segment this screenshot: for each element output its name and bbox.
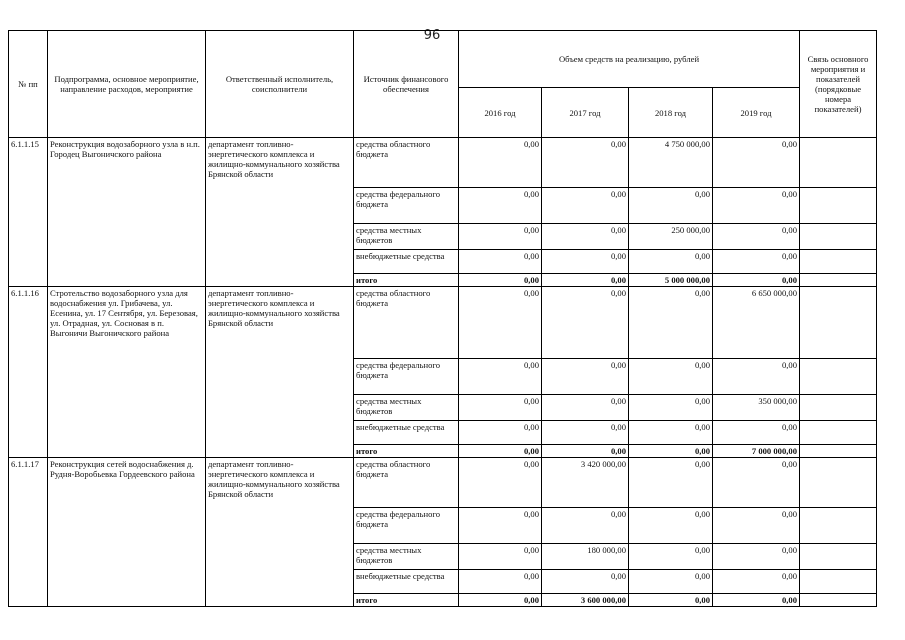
amount-cell: 0,00 [542, 359, 629, 395]
amount-cell: 0,00 [459, 395, 542, 421]
amount-cell: 0,00 [459, 287, 542, 359]
amount-cell: 0,00 [713, 274, 800, 287]
amount-cell: 0,00 [542, 508, 629, 544]
amount-cell: 0,00 [629, 458, 713, 508]
header-col-subprogram: Подпрограмма, основное мероприятие, направление расходов, мероприятие [48, 31, 206, 138]
amount-cell: 0,00 [459, 508, 542, 544]
amount-cell: 0,00 [713, 570, 800, 594]
amount-cell: 250 000,00 [629, 224, 713, 250]
amount-cell: 0,00 [459, 570, 542, 594]
amount-cell: 0,00 [459, 445, 542, 458]
header-year-2017: 2017 год [542, 88, 629, 138]
amount-cell: 350 000,00 [713, 395, 800, 421]
amount-cell: 0,00 [629, 359, 713, 395]
header-year-2019: 2019 год [713, 88, 800, 138]
funding-source: итого [354, 274, 459, 287]
item-name: Реконструкция сетей водоснабжения д. Рудня-Воробьевка Гордеевского района [48, 458, 206, 607]
item-name: Реконструкция водозаборного узла в н.п. Городец Выгоничского района [48, 138, 206, 287]
amount-cell: 0,00 [459, 594, 542, 607]
header-col-link: Связь основного мероприятия и показателей (порядковые номера показателей) [800, 31, 877, 138]
header-col-no: № пп [9, 31, 48, 138]
amount-cell: 0,00 [459, 250, 542, 274]
amount-cell: 0,00 [542, 395, 629, 421]
funding-source: внебюджетные средства [354, 570, 459, 594]
amount-cell: 0,00 [629, 250, 713, 274]
amount-cell: 0,00 [542, 421, 629, 445]
amount-cell: 0,00 [629, 570, 713, 594]
link-cell [800, 570, 877, 594]
amount-cell: 3 420 000,00 [542, 458, 629, 508]
funding-source: средства областного бюджета [354, 287, 459, 359]
page-number: 96 [423, 28, 441, 43]
amount-cell: 0,00 [629, 594, 713, 607]
amount-cell: 0,00 [542, 274, 629, 287]
amount-cell: 0,00 [542, 138, 629, 188]
link-cell [800, 188, 877, 224]
link-cell [800, 594, 877, 607]
amount-cell: 0,00 [459, 421, 542, 445]
funding-source: средства областного бюджета [354, 458, 459, 508]
amount-cell: 0,00 [629, 445, 713, 458]
amount-cell: 0,00 [629, 544, 713, 570]
amount-cell: 0,00 [713, 224, 800, 250]
link-cell [800, 274, 877, 287]
amount-cell: 0,00 [542, 224, 629, 250]
funding-table [8, 30, 877, 607]
funding-source: средства местных бюджетов [354, 224, 459, 250]
funding-source: средства местных бюджетов [354, 544, 459, 570]
amount-cell: 0,00 [713, 508, 800, 544]
amount-cell: 0,00 [542, 445, 629, 458]
amount-cell: 0,00 [542, 570, 629, 594]
table-row [9, 287, 877, 359]
funding-source: итого [354, 594, 459, 607]
amount-cell: 5 000 000,00 [629, 274, 713, 287]
amount-cell: 0,00 [713, 544, 800, 570]
item-responsible: департамент топливно-энергетического комплекса и жилищно-коммунального хозяйства Брянской области [206, 138, 354, 287]
amount-cell: 0,00 [542, 250, 629, 274]
table-body [9, 138, 877, 607]
item-number: 6.1.1.16 [9, 287, 48, 458]
header-year-2018: 2018 год [629, 88, 713, 138]
item-number: 6.1.1.17 [9, 458, 48, 607]
link-cell [800, 508, 877, 544]
link-cell [800, 359, 877, 395]
amount-cell: 0,00 [713, 359, 800, 395]
amount-cell: 0,00 [459, 274, 542, 287]
funding-source: внебюджетные средства [354, 421, 459, 445]
amount-cell: 0,00 [629, 188, 713, 224]
amount-cell: 0,00 [542, 188, 629, 224]
header-col-responsible: Ответственный исполнитель, соисполнители [206, 31, 354, 138]
amount-cell: 0,00 [459, 138, 542, 188]
funding-source: средства федерального бюджета [354, 508, 459, 544]
funding-source: внебюджетные средства [354, 250, 459, 274]
table-row [9, 138, 877, 188]
funding-source: итого [354, 445, 459, 458]
amount-cell: 0,00 [713, 250, 800, 274]
funding-source: средства федерального бюджета [354, 188, 459, 224]
amount-cell: 0,00 [459, 458, 542, 508]
funding-source: средства областного бюджета [354, 138, 459, 188]
funding-source: средства федерального бюджета [354, 359, 459, 395]
item-name: Стротельство водозаборного узла для водоснабжения ул. Грибачева, ул. Есенина, ул. 17 Сентября, ул. Березовая, ул. Отрадная, ул. Сосновая в п. Выгоничи Выгоничского района [48, 287, 206, 458]
amount-cell: 180 000,00 [542, 544, 629, 570]
amount-cell: 0,00 [459, 544, 542, 570]
link-cell [800, 224, 877, 250]
amount-cell: 0,00 [629, 421, 713, 445]
link-cell [800, 138, 877, 188]
link-cell [800, 395, 877, 421]
header-col-source: Источник финансового обеспечения [354, 31, 459, 138]
item-responsible: департамент топливно-энергетического комплекса и жилищно-коммунального хозяйства Брянской области [206, 458, 354, 607]
amount-cell: 3 600 000,00 [542, 594, 629, 607]
amount-cell: 0,00 [629, 508, 713, 544]
amount-cell: 4 750 000,00 [629, 138, 713, 188]
amount-cell: 0,00 [713, 458, 800, 508]
amount-cell: 0,00 [713, 421, 800, 445]
amount-cell: 0,00 [629, 395, 713, 421]
amount-cell: 7 000 000,00 [713, 445, 800, 458]
header-year-2016: 2016 год [459, 88, 542, 138]
link-cell [800, 250, 877, 274]
amount-cell: 6 650 000,00 [713, 287, 800, 359]
link-cell [800, 445, 877, 458]
funding-source: средства местных бюджетов [354, 395, 459, 421]
amount-cell: 0,00 [459, 359, 542, 395]
header-col-volume: Объем средств на реализацию, рублей [459, 31, 800, 88]
amount-cell: 0,00 [713, 188, 800, 224]
amount-cell: 0,00 [713, 594, 800, 607]
amount-cell: 0,00 [542, 287, 629, 359]
amount-cell: 0,00 [713, 138, 800, 188]
amount-cell: 0,00 [459, 188, 542, 224]
item-responsible: департамент топливно-энергетического комплекса и жилищно-коммунального хозяйства Брянской области [206, 287, 354, 458]
link-cell [800, 458, 877, 508]
table-row [9, 458, 877, 508]
item-number: 6.1.1.15 [9, 138, 48, 287]
link-cell [800, 421, 877, 445]
link-cell [800, 544, 877, 570]
amount-cell: 0,00 [629, 287, 713, 359]
amount-cell: 0,00 [459, 224, 542, 250]
link-cell [800, 287, 877, 359]
